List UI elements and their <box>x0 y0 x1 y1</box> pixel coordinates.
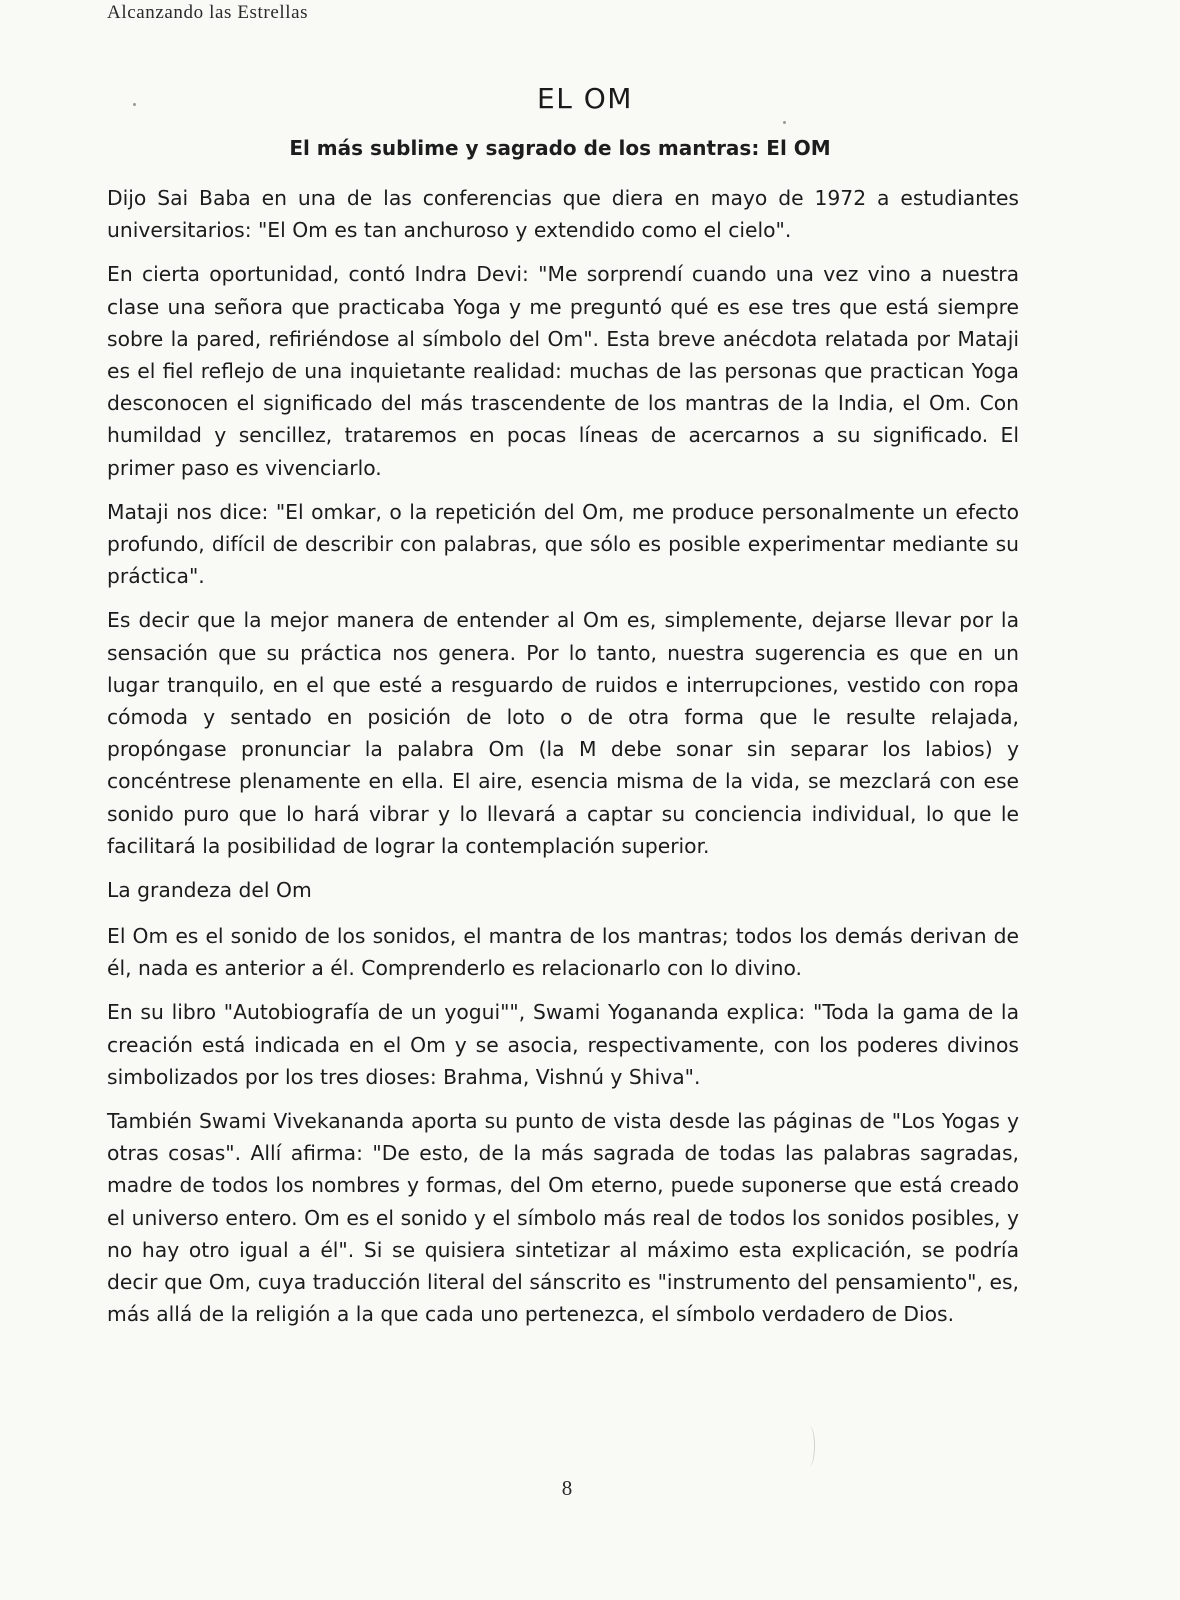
section-heading: La grandeza del Om <box>107 878 312 903</box>
scan-speck <box>133 103 136 106</box>
page-subtitle: El más sublime y sagrado de los mantras: El OM <box>289 136 831 160</box>
paragraph: El Om es el sonido de los sonidos, el mantra de los mantras; todos los demás derivan de él, nada es anterior a él. Comprenderlo es relacionarlo con lo divino. <box>107 924 1019 981</box>
scan-artifact <box>804 1426 815 1466</box>
paragraph: Es decir que la mejor manera de entender al Om es, simplemente, dejarse llevar por la sensación que su práctica nos genera. Por lo tanto, nuestra sugerencia es que en un lugar tranquilo, en el que esté a resguardo de ruidos e interrupciones, vestido con ropa cómoda y sentado en posición de loto o de otra forma que le resulte relajada, propóngase pronunciar la palabra Om (la M debe sonar sin separar los labios) y concéntrese plenamente en ella. El aire, esencia misma de la vida, se mezclará con ese sonido puro que lo hará vibrar y lo llevará a captar su conciencia individual, lo que le facilitará la posibilidad de lograr la contemplación superior. <box>107 608 1019 858</box>
page-title: EL OM <box>537 82 633 115</box>
running-header: Alcanzando las Estrellas <box>107 2 309 23</box>
article-body <box>107 182 1019 1343</box>
paragraph: Mataji nos dice: "El omkar, o la repetición del Om, me produce personalmente un efecto profundo, difícil de describir con palabras, que sólo es posible experimentar mediante su práctica". <box>107 499 1019 589</box>
page-number: 8 <box>561 1476 573 1500</box>
paragraph: En su libro "Autobiografía de un yogui"", Swami Yogananda explica: "Toda la gama de la creación está indicada en el Om y se asocia, respectivamente, con los poderes divinos simbolizados por los tres dioses: Brahma, Vishnú y Shiva". <box>107 1000 1019 1089</box>
paragraph: En cierta oportunidad, contó Indra Devi: "Me sorprendí cuando una vez vino a nuestra clase una señora que practicaba Yoga y me preguntó qué es ese tres que está siempre sobre la pared, refiriéndose al símbolo del Om". Esta breve anécdota relatada por Mataji es el fiel reflejo de una inquietante realidad: muchas de las personas que practican Yoga desconocen el significado del más trascendente de los mantras de la India, el Om. Con humildad y sencillez, trataremos en pocas líneas de acercarnos a su significado. El primer paso es vivenciarlo. <box>107 262 1019 480</box>
scan-speck <box>783 121 786 124</box>
paragraph: Dijo Sai Baba en una de las conferencias que diera en mayo de 1972 a estudiantes universitarios: "El Om es tan anchuroso y extendido como el cielo". <box>107 186 1019 243</box>
paragraph: También Swami Vivekananda aporta su punto de vista desde las páginas de "Los Yogas y otras cosas". Allí afirma: "De esto, de la más sagrada de todas las palabras sagradas, madre de todos los nombres y formas, del Om eterno, puede suponerse que está creado el universo entero. Om es el sonido y el símbolo más real de todos los sonidos posibles, y no hay otro igual a él". Si se quisiera sintetizar al máximo esta explicación, se podría decir que Om, cuya traducción literal del sánscrito es "instrumento del pensamiento", es, más allá de la religión a la que cada uno pertenezca, el símbolo verdadero de Dios. <box>107 1109 1019 1327</box>
